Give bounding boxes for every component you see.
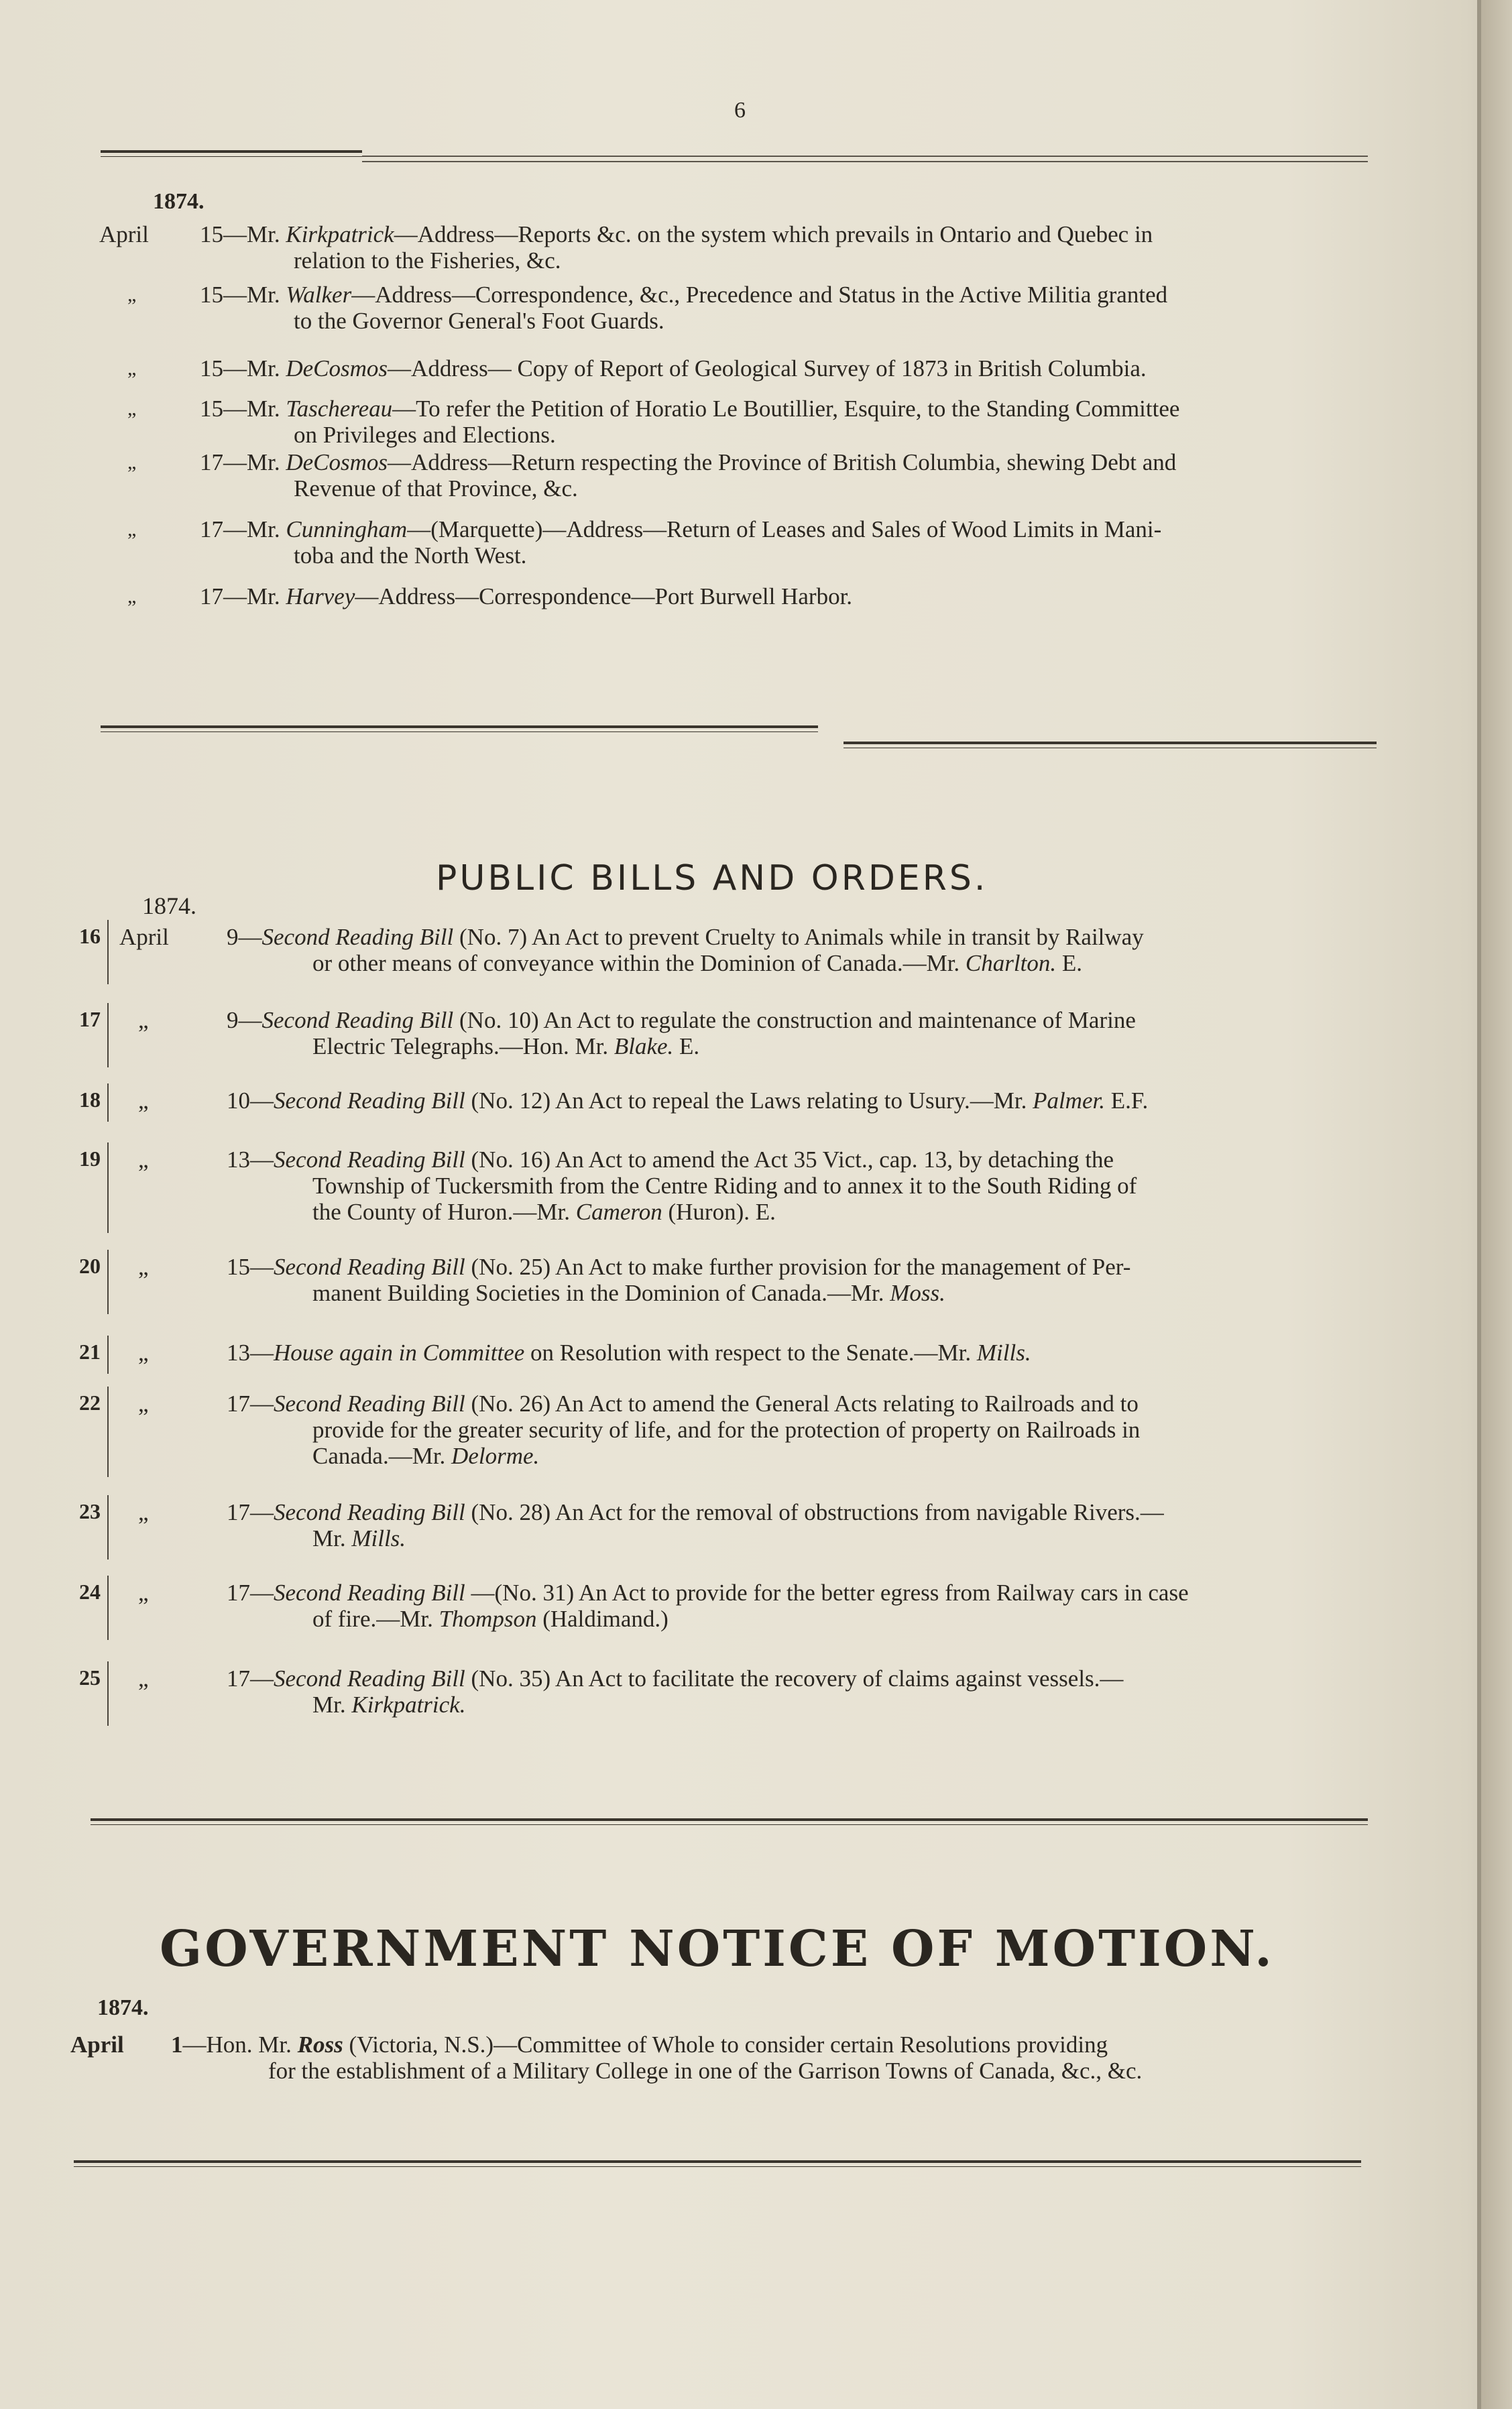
bill-order-number: 16	[79, 924, 101, 948]
bill-order-number: 17	[79, 1007, 101, 1031]
entry-member: Ross	[297, 2032, 343, 2058]
entry-date: 17	[227, 1499, 250, 1525]
entry-date: 13	[227, 1147, 250, 1173]
entry-month: „	[138, 1580, 149, 1606]
entry-continuation: provide for the greater security of life, and for the protection of property on Railroads in	[312, 1417, 1141, 1443]
entry-month: April	[70, 2032, 124, 2058]
entry-body: (No. 35) An Act to facilitate the recovery of claims against vessels.—	[471, 1665, 1124, 1692]
entry-order-type: Second Reading Bill	[274, 1088, 465, 1114]
address-entry: „ 17—Mr. DeCosmos—Address—Return respecting the Province of British Columbia, shewing Debt and Revenue of that Province, &c.	[127, 449, 1177, 502]
address-entry: „ 15—Mr. Taschereau—To refer the Petition of Horatio Le Boutillier, Esquire, to the Standing Committee on Privileges and Elections.	[127, 396, 1180, 448]
entry-continuation: of fire.—Mr.	[312, 1606, 439, 1632]
binding-shadow	[1481, 0, 1512, 2409]
entry-continuation: Revenue of that Province, &c.	[294, 475, 578, 502]
entry-body: (No. 12) An Act to repeal the Laws relating to Usury.—Mr.	[471, 1088, 1033, 1114]
entry-body: —(Marquette)—Address—Return of Leases and Sales of Wood Limits in Mani-	[407, 516, 1162, 542]
public-bills-year: 1874.	[142, 892, 196, 919]
entry-date: 13	[227, 1340, 250, 1366]
ditto-mark: „	[127, 451, 137, 473]
entry-continuation: relation to the Fisheries, &c.	[294, 247, 561, 274]
entry-order-type: Second Reading Bill	[274, 1580, 465, 1606]
bill-entry: „ 10—Second Reading Bill (No. 12) An Act to repeal the Laws relating to Usury.—Mr. Palmer. E.F.	[138, 1088, 1149, 1114]
entry-body: —Address—Return respecting the Province of British Columbia, shewing Debt and	[388, 449, 1177, 475]
entry-member: DeCosmos	[286, 355, 388, 381]
bill-margin-bar	[107, 1576, 109, 1640]
entry-date: 17	[227, 1391, 250, 1417]
bill-entry: „ 17—Second Reading Bill (No. 35) An Act to facilitate the recovery of claims against vessels.— Mr. Kirkpatrick.	[138, 1665, 1124, 1718]
ditto-mark: „	[127, 284, 137, 306]
entry-body: (No. 25) An Act to make further provision for the management of Per-	[471, 1254, 1131, 1280]
bill-order-number: 23	[79, 1499, 101, 1523]
bill-margin-bar	[107, 1083, 109, 1122]
entry-continuation-2: Canada.—Mr.	[312, 1443, 452, 1469]
entry-month: „	[138, 1254, 149, 1280]
entry-date: 17	[227, 1580, 250, 1606]
bill-entry: „ 13—House again in Committee on Resolution with respect to the Senate.—Mr. Mills.	[138, 1340, 1031, 1366]
top-rule-right-2	[362, 161, 1368, 162]
entry-month: „	[138, 1088, 149, 1114]
address-entry: „ 15—Mr. Walker—Address—Correspondence, &c., Precedence and Status in the Active Militia granted to the Governor General's Foot Guards.	[127, 282, 1168, 334]
entry-date: 15	[200, 221, 223, 247]
entry-month: „	[138, 1147, 149, 1173]
bill-order-number: 21	[79, 1340, 101, 1364]
entry-body: —Address—Correspondence, &c., Precedence and Status in the Active Militia granted	[351, 282, 1168, 308]
section-rule-left	[101, 725, 818, 732]
bill-entry: April 9—Second Reading Bill (No. 7) An Act to prevent Cruelty to Animals while in transit by Railway or other means of conveyance within the Dominion of Canada.—Mr. Charlton. E.	[119, 924, 1144, 976]
bill-margin-bar	[107, 1661, 109, 1726]
bill-order-number: 20	[79, 1254, 101, 1278]
bill-margin-bar	[107, 1495, 109, 1560]
bill-margin-bar	[107, 1003, 109, 1067]
entry-body: —Address— Copy of Report of Geological Survey of 1873 in British Columbia.	[388, 355, 1147, 381]
entry-mr: Mr.	[247, 282, 286, 308]
entry-mr: Mr.	[247, 583, 286, 609]
entry-order-type: Second Reading Bill	[274, 1665, 465, 1692]
ditto-mark: „	[127, 398, 137, 420]
entry-order-type: Second Reading Bill	[274, 1254, 465, 1280]
bill-margin-bar	[107, 1387, 109, 1477]
entry-date: 17	[200, 583, 223, 609]
entry-continuation-2: the County of Huron.—Mr.	[312, 1199, 576, 1225]
entry-date: 9	[227, 924, 239, 950]
bill-entry: „ 9—Second Reading Bill (No. 10) An Act to regulate the construction and maintenance of Marine Electric Telegraphs.—Hon. Mr. Blake. E.	[138, 1007, 1136, 1059]
entry-member: Mills.	[351, 1525, 406, 1551]
entry-mr: Mr.	[247, 449, 286, 475]
entry-intro: —Hon. Mr.	[182, 2032, 298, 2058]
entry-date: 10	[227, 1088, 250, 1114]
entry-body: —Address—Correspondence—Port Burwell Harbor.	[355, 583, 853, 609]
entry-body: on Resolution with respect to the Senate.—Mr.	[530, 1340, 977, 1366]
government-notice-entry	[70, 2032, 1385, 2092]
bill-order-number: 22	[79, 1391, 101, 1415]
entry-date: 15	[200, 355, 223, 381]
bill-entry: „ 13—Second Reading Bill (No. 16) An Act to amend the Act 35 Vict., cap. 13, by detaching the Township of Tuckersmith from the Centre Riding and to annex it to the South Riding of the County of Huron.—Mr. Cameron (Huron). E.	[138, 1147, 1137, 1225]
entry-date: 17	[200, 516, 223, 542]
bill-order-number: 24	[79, 1580, 101, 1604]
entry-member: Mills.	[976, 1340, 1031, 1366]
address-entry: „ 15—Mr. DeCosmos—Address— Copy of Report of Geological Survey of 1873 in British Columbia.	[127, 355, 1147, 381]
entry-mr: Mr.	[247, 355, 286, 381]
entry-mr: Mr.	[247, 221, 286, 247]
entry-body: —Address—Reports &c. on the system which prevails in Ontario and Quebec in	[394, 221, 1153, 247]
address-entry: April 15—Mr. Kirkpatrick—Address—Reports &c. on the system which prevails in Ontario and Quebec in relation to the Fisheries, &c.	[99, 221, 1153, 274]
entry-member: Cameron	[575, 1199, 662, 1225]
entry-month: „	[138, 1007, 149, 1033]
page-number: 6	[734, 98, 746, 123]
entry-member: Walker	[286, 282, 352, 308]
entry-continuation: for the establishment of a Military College in one of the Garrison Towns of Canada, &c., &c.	[268, 2058, 1143, 2084]
entry-suffix: E.	[1056, 950, 1082, 976]
public-bills-title: PUBLIC BILLS AND ORDERS.	[436, 858, 988, 898]
entry-suffix: E.	[673, 1033, 700, 1059]
entry-date: 15	[227, 1254, 250, 1280]
entry-continuation: manent Building Societies in the Dominion of Canada.—Mr.	[312, 1280, 890, 1306]
entry-month: „	[138, 1665, 149, 1692]
bill-margin-bar	[107, 920, 109, 984]
entry-suffix: (Haldimand.)	[536, 1606, 668, 1632]
government-notice-year: 1874.	[97, 1995, 149, 2020]
entry-date: 17	[200, 449, 223, 475]
bill-entry: „ 17—Second Reading Bill —(No. 31) An Act to provide for the better egress from Railway cars in case of fire.—Mr. Thompson (Haldimand.)	[138, 1580, 1189, 1632]
entry-member: Charlton.	[965, 950, 1057, 976]
top-rule-right	[362, 156, 1368, 157]
entry-member: Kirkpatrick	[286, 221, 394, 247]
bills-end-rule	[91, 1818, 1368, 1825]
entry-body: (No. 10) An Act to regulate the construction and maintenance of Marine	[459, 1007, 1136, 1033]
entry-member: Cunningham	[286, 516, 408, 542]
top-rule-left	[101, 150, 362, 157]
ditto-mark: „	[127, 585, 137, 607]
entry-date: 15	[200, 396, 223, 422]
bill-entry: „ 15—Second Reading Bill (No. 25) An Act to make further provision for the management of Per- manent Building Societies in the Dominion of Canada.—Mr. Moss.	[138, 1254, 1131, 1306]
entry-body: (No. 7) An Act to prevent Cruelty to Animals while in transit by Railway	[459, 924, 1144, 950]
bill-order-number: 19	[79, 1147, 101, 1171]
entry-body: —(No. 31) An Act to provide for the better egress from Railway cars in case	[471, 1580, 1189, 1606]
entry-month: „	[138, 1499, 149, 1525]
entry-continuation: to the Governor General's Foot Guards.	[294, 308, 664, 334]
entry-month: April	[119, 924, 169, 950]
entry-continuation: toba and the North West.	[294, 542, 527, 569]
entry-order-type: Second Reading Bill	[274, 1391, 465, 1417]
entry-month: „	[138, 1391, 149, 1417]
addresses-year: 1874.	[153, 189, 205, 214]
entry-continuation: on Privileges and Elections.	[294, 422, 556, 448]
entry-suffix: (Huron). E.	[662, 1199, 776, 1225]
entry-month: „	[138, 1340, 149, 1366]
entry-continuation: Mr.	[312, 1692, 352, 1718]
page-end-rule	[74, 2160, 1361, 2167]
entry-suffix: E.F.	[1104, 1088, 1149, 1114]
entry-date: 17	[227, 1665, 250, 1692]
entry-body: —To refer the Petition of Horatio Le Boutillier, Esquire, to the Standing Committee	[392, 396, 1180, 422]
entry-month: April	[99, 221, 149, 247]
entry-body: (Victoria, N.S.)—Committee of Whole to consider certain Resolutions providing	[343, 2032, 1108, 2058]
entry-member: Harvey	[286, 583, 355, 609]
entry-member: Moss.	[890, 1280, 945, 1306]
entry-mr: Mr.	[247, 516, 286, 542]
entry-member: Delorme.	[451, 1443, 540, 1469]
entry-continuation: Electric Telegraphs.—Hon. Mr.	[312, 1033, 614, 1059]
entry-member: Blake.	[614, 1033, 674, 1059]
entry-member: Palmer.	[1033, 1088, 1105, 1114]
entry-order-type: House again in Committee	[274, 1340, 525, 1366]
entry-order-type: Second Reading Bill	[261, 1007, 454, 1033]
bill-margin-bar	[107, 1142, 109, 1233]
bill-order-number: 18	[79, 1088, 101, 1112]
entry-continuation: Mr.	[312, 1525, 352, 1551]
entry-body: (No. 28) An Act for the removal of obstructions from navigable Rivers.—	[471, 1499, 1164, 1525]
entry-member: DeCosmos	[286, 449, 388, 475]
entry-member: Kirkpatrick.	[351, 1692, 466, 1718]
entry-mr: Mr.	[247, 396, 286, 422]
entry-date: 15	[200, 282, 223, 308]
address-entry: „ 17—Mr. Harvey—Address—Correspondence—Port Burwell Harbor.	[127, 583, 853, 609]
bill-entry: „ 17—Second Reading Bill (No. 28) An Act for the removal of obstructions from navigable Rivers.— Mr. Mills.	[138, 1499, 1164, 1551]
address-entry: „ 17—Mr. Cunningham—(Marquette)—Address—Return of Leases and Sales of Wood Limits in Mani- toba and the North West.	[127, 516, 1162, 569]
entry-order-type: Second Reading Bill	[261, 924, 454, 950]
bill-order-number: 25	[79, 1665, 101, 1690]
bill-margin-bar	[107, 1250, 109, 1314]
section-rule-right	[844, 742, 1377, 748]
entry-continuation: or other means of conveyance within the Dominion of Canada.—Mr.	[312, 950, 966, 976]
entry-date: 1	[171, 2032, 183, 2058]
ditto-mark: „	[127, 357, 137, 379]
entry-body: (No. 16) An Act to amend the Act 35 Vict., cap. 13, by detaching the	[471, 1147, 1114, 1173]
entry-order-type: Second Reading Bill	[274, 1147, 465, 1173]
entry-body: (No. 26) An Act to amend the General Acts relating to Railroads and to	[471, 1391, 1139, 1417]
bill-entry: „ 17—Second Reading Bill (No. 26) An Act to amend the General Acts relating to Railroads and to provide for the greater security of life, and for the protection of property on Railroads in Canada.—Mr. Delorme.	[138, 1391, 1141, 1469]
entry-member: Thompson	[439, 1606, 537, 1632]
entry-continuation: Township of Tuckersmith from the Centre Riding and to annex it to the South Riding of	[312, 1173, 1137, 1199]
ditto-mark: „	[127, 518, 137, 540]
bill-margin-bar	[107, 1336, 109, 1374]
government-notice-title: GOVERNMENT NOTICE OF MOTION.	[160, 1920, 1275, 1978]
entry-date: 9	[227, 1007, 239, 1033]
entry-order-type: Second Reading Bill	[274, 1499, 465, 1525]
entry-member: Taschereau	[286, 396, 393, 422]
